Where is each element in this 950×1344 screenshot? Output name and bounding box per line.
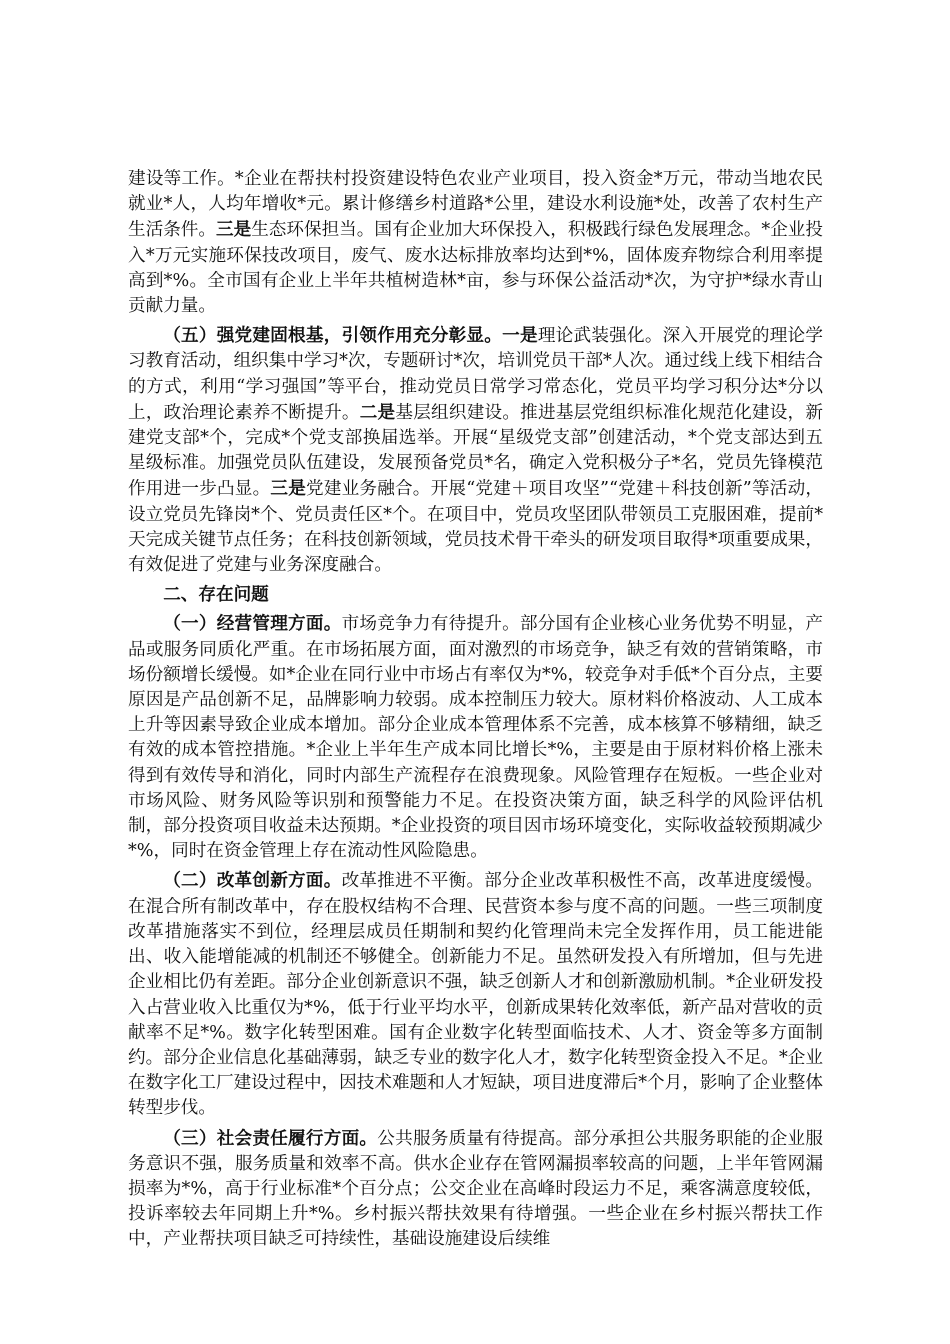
- bold-text: （一）经营管理方面。: [163, 613, 342, 635]
- paragraph: [128, 868, 823, 1121]
- document-page: [128, 167, 823, 1257]
- bold-text: 三是: [270, 478, 307, 500]
- bold-text: （二）改革创新方面。: [163, 870, 342, 892]
- text-run: 市场竞争力有待提升。部分国有企业核心业务优势不明显，产品或服务同质化严重。在市场拓展方面，面对激烈的市场竞争，缺乏有效的营销策略，市场份额增长缓慢。如*企业在同行业中市场占有率仅为*%，较竞争对手低*个百分点，主要原因是产品创新不足，品牌影响力较弱。成本控制压力较大。原材料价格波动、人工成本上升等因素导致企业成本增加。部分企业成本管理体系不完善，成本核算不够精细，缺乏有效的成本管控措施。*企业上半年生产成本同比增长*%，主要是由于原材料价格上涨未得到有效传导和消化，同时内部生产流程存在浪费现象。风险管理存在短板。一些企业对市场风险、财务风险等识别和预警能力不足。在投资决策方面，缺乏科学的风险评估机制，部分投资项目收益未达预期。*企业投资的项目因市场环境变化，实际收益较预期减少*%，同时在资金管理上存在流动性风险隐患。: [128, 614, 823, 862]
- paragraph: [128, 167, 823, 319]
- text-run: 改革推进不平衡。部分企业改革积极性不高，改革进度缓慢。在混合所有制改革中，存在股权结构不合理、民营资本参与度不高的问题。一些三项制度改革措施落实不到位，经理层成员任期制和契约化管理尚未完全发挥作用，员工能进能出、收入能增能减的机制还不够健全。创新能力不足。虽然研发投入有所增加，但与先进企业相比仍有差距。部分企业创新意识不强，缺乏创新人才和创新激励机制。*企业研发投入占营业收入比重仅为*%，低于行业平均水平，创新成果转化效率低，新产品对营收的贡献率不足*%。数字化转型困难。国有企业数字化转型面临技术、人才、资金等多方面制约。部分企业信息化基础薄弱，缺乏专业的数字化人才，数字化转型资金投入不足。*企业在数字化工厂建设过程中，因技术难题和人才短缺，项目进度滞后*个月，影响了企业整体转型步伐。: [128, 871, 823, 1119]
- paragraph: [128, 1126, 823, 1253]
- paragraph: [128, 611, 823, 864]
- text-run: 建设等工作。*企业在帮扶村投资建设特色农业产业项目，投入资金*万元，带动当地农民就业*人，人均年增收*元。累计修缮乡村道路*公里，建设水利设施*处，改善了农村生产生活条件。: [128, 169, 823, 241]
- text-run: 理论武装强化。深入开展党的理论学习教育活动，组织集中学习*次，专题研讨*次，培训党员干部*人次。通过线上线下相结合的方式，利用“学习强国”等平台，推动党员日常学习常态化，党员平均学习积分达*分以上，政治理论素养不断提升。: [128, 326, 823, 423]
- text-run: 生态环保担当。国有企业加大环保投入，积极践行绿色发展理念。*企业投入*万元实施环保技改项目，废气、废水达标排放率均达到*%，固体废弃物综合利用率提高到*%。全市国有企业上半年共植树造林*亩，参与环保公益活动*次，为守护*绿水青山贡献力量。: [128, 220, 823, 317]
- paragraph: [128, 323, 823, 578]
- section-heading: [128, 582, 823, 607]
- bold-text: （三）社会责任履行方面。: [163, 1127, 378, 1149]
- bold-text: 二是: [359, 401, 396, 423]
- bold-text: 二、存在问题: [163, 584, 269, 606]
- bold-text: （五）强党建固根基，引领作用充分彰显。: [163, 325, 503, 347]
- text-run: 基层组织建设。推进基层党组织标准化规范化建设，新建党支部*个，完成*个党支部换届选举。开展“星级党支部”创建活动，*个党支部达到五星级标准。加强党员队伍建设，发展预备党员*名，确定入党积极分子*名，党员先锋模范作用进一步凸显。: [128, 402, 823, 500]
- bold-text: 三是: [215, 219, 252, 241]
- text-run: 党建业务融合。开展“党建＋项目攻坚”“党建＋科技创新”等活动，设立党员先锋岗*个、党员责任区*个。在项目中，党员攻坚团队带领员工克服困难，提前*天完成关键节点任务；在科技创新领域，党员技术骨干牵头的研发项目取得*项重要成果，有效促进了党建与业务深度融合。: [128, 479, 823, 576]
- bold-text: 一是: [502, 325, 538, 347]
- text-run: 公共服务质量有待提高。部分承担公共服务职能的企业服务意识不强，服务质量和效率不高。供水企业存在管网漏损率较高的问题，上半年管网漏损率为*%，高于行业标准*个百分点；公交企业在高峰时段运力不足，乘客满意度较低，投诉率较去年同期上升*%。乡村振兴帮扶效果有待增强。一些企业在乡村振兴帮扶工作中，产业帮扶项目缺乏可持续性，基础设施建设后续维: [128, 1128, 823, 1250]
